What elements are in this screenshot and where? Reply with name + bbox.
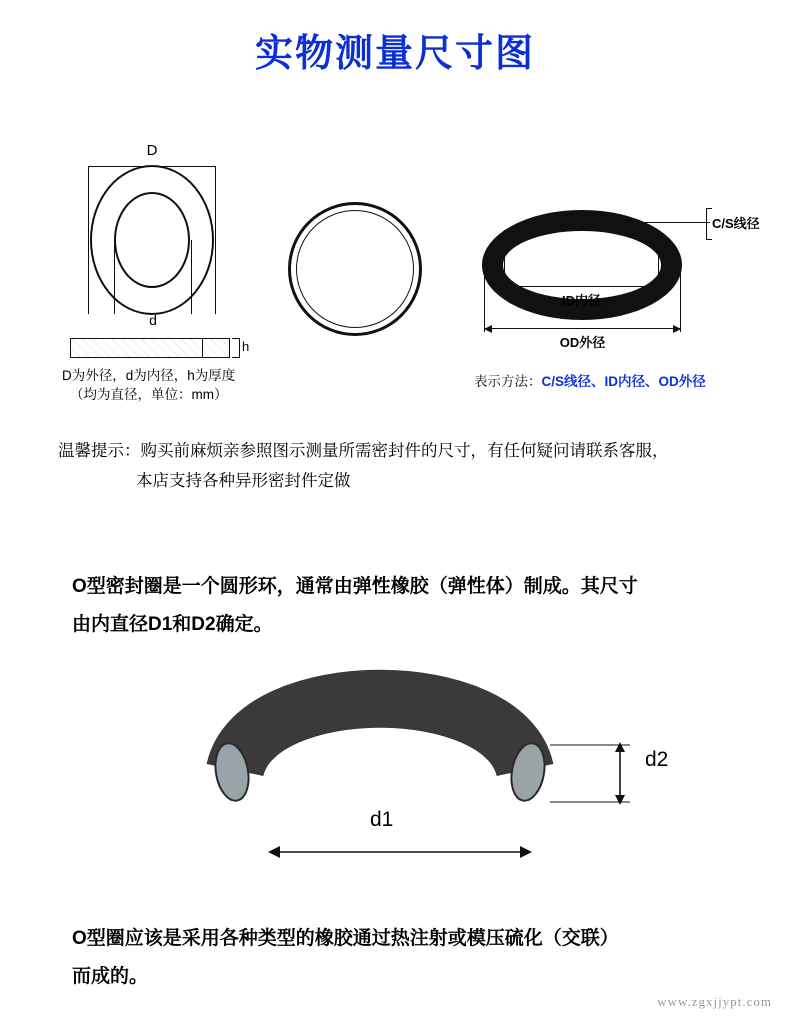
id-label: ID内径 <box>561 293 601 308</box>
cord-label-d2: d2 <box>645 748 669 771</box>
d2-dimension-arrow <box>615 742 625 805</box>
figure-front-view <box>62 140 262 410</box>
notation-value: C/S线径、ID内径、OD外径 <box>541 374 706 389</box>
dimension-label-d: d <box>149 312 157 328</box>
figure-bent-cord <box>180 650 680 890</box>
tip-block <box>58 436 748 496</box>
front-view-note-line1: D为外径，d为内径，h为厚度 <box>62 368 236 383</box>
paragraph-definition-line2: 由内直径D1和D2确定。 <box>72 614 273 635</box>
figures-row <box>0 140 790 410</box>
od-extension-left <box>484 264 485 332</box>
paragraph-manufacturing <box>72 920 752 996</box>
front-view-note-line2: （均为直径，单位：mm） <box>70 387 228 402</box>
side-view-divider <box>202 338 203 358</box>
paragraph-manufacturing-line2: 而成的。 <box>72 966 149 987</box>
dimension-label-D: D <box>146 142 158 159</box>
notation-prefix: 表示方法： <box>474 374 542 389</box>
bent-cord-svg <box>180 650 680 890</box>
dimension-bracket-h <box>232 338 240 358</box>
cord-body <box>235 699 525 770</box>
tip-line2: 本店支持各种异形密封件定做 <box>136 472 351 490</box>
paragraph-definition <box>72 568 732 644</box>
id-extension-right <box>658 230 659 290</box>
dimension-extension-d <box>114 240 192 314</box>
page-title: 实物测量尺寸图 <box>254 33 535 75</box>
cord-label-d1: d1 <box>370 808 394 831</box>
watermark: www.zgxjjypt.com <box>657 994 772 1009</box>
id-dimension-arrow <box>504 286 659 287</box>
od-extension-right <box>680 264 681 332</box>
dimension-label-h: h <box>242 339 250 354</box>
od-label: OD外径 <box>559 335 606 350</box>
id-extension-left <box>504 230 505 290</box>
paragraph-definition-line1: O型密封圈是一个圆形环，通常由弹性橡胶（弹性体）制成。其尺寸 <box>72 576 638 597</box>
cs-label: C/S线径 <box>712 216 760 231</box>
d1-dimension-arrow <box>268 846 532 858</box>
figure-dimension-callouts <box>474 200 760 410</box>
tip-line1: 温馨提示：购买前麻烦亲参照图示测量所需密封件的尺寸，有任何疑问请联系客服， <box>58 442 669 460</box>
paragraph-manufacturing-line1: O型圈应该是采用各种类型的橡胶通过热注射或模压硫化（交联） <box>72 928 619 949</box>
side-view-section <box>70 338 230 358</box>
section-hatch <box>71 339 229 357</box>
od-dimension-arrow <box>484 328 681 329</box>
figure-oring-outline <box>288 202 428 352</box>
cs-leader-line <box>638 222 710 223</box>
notation-line <box>474 370 706 390</box>
oring-inner-circle <box>296 210 414 328</box>
